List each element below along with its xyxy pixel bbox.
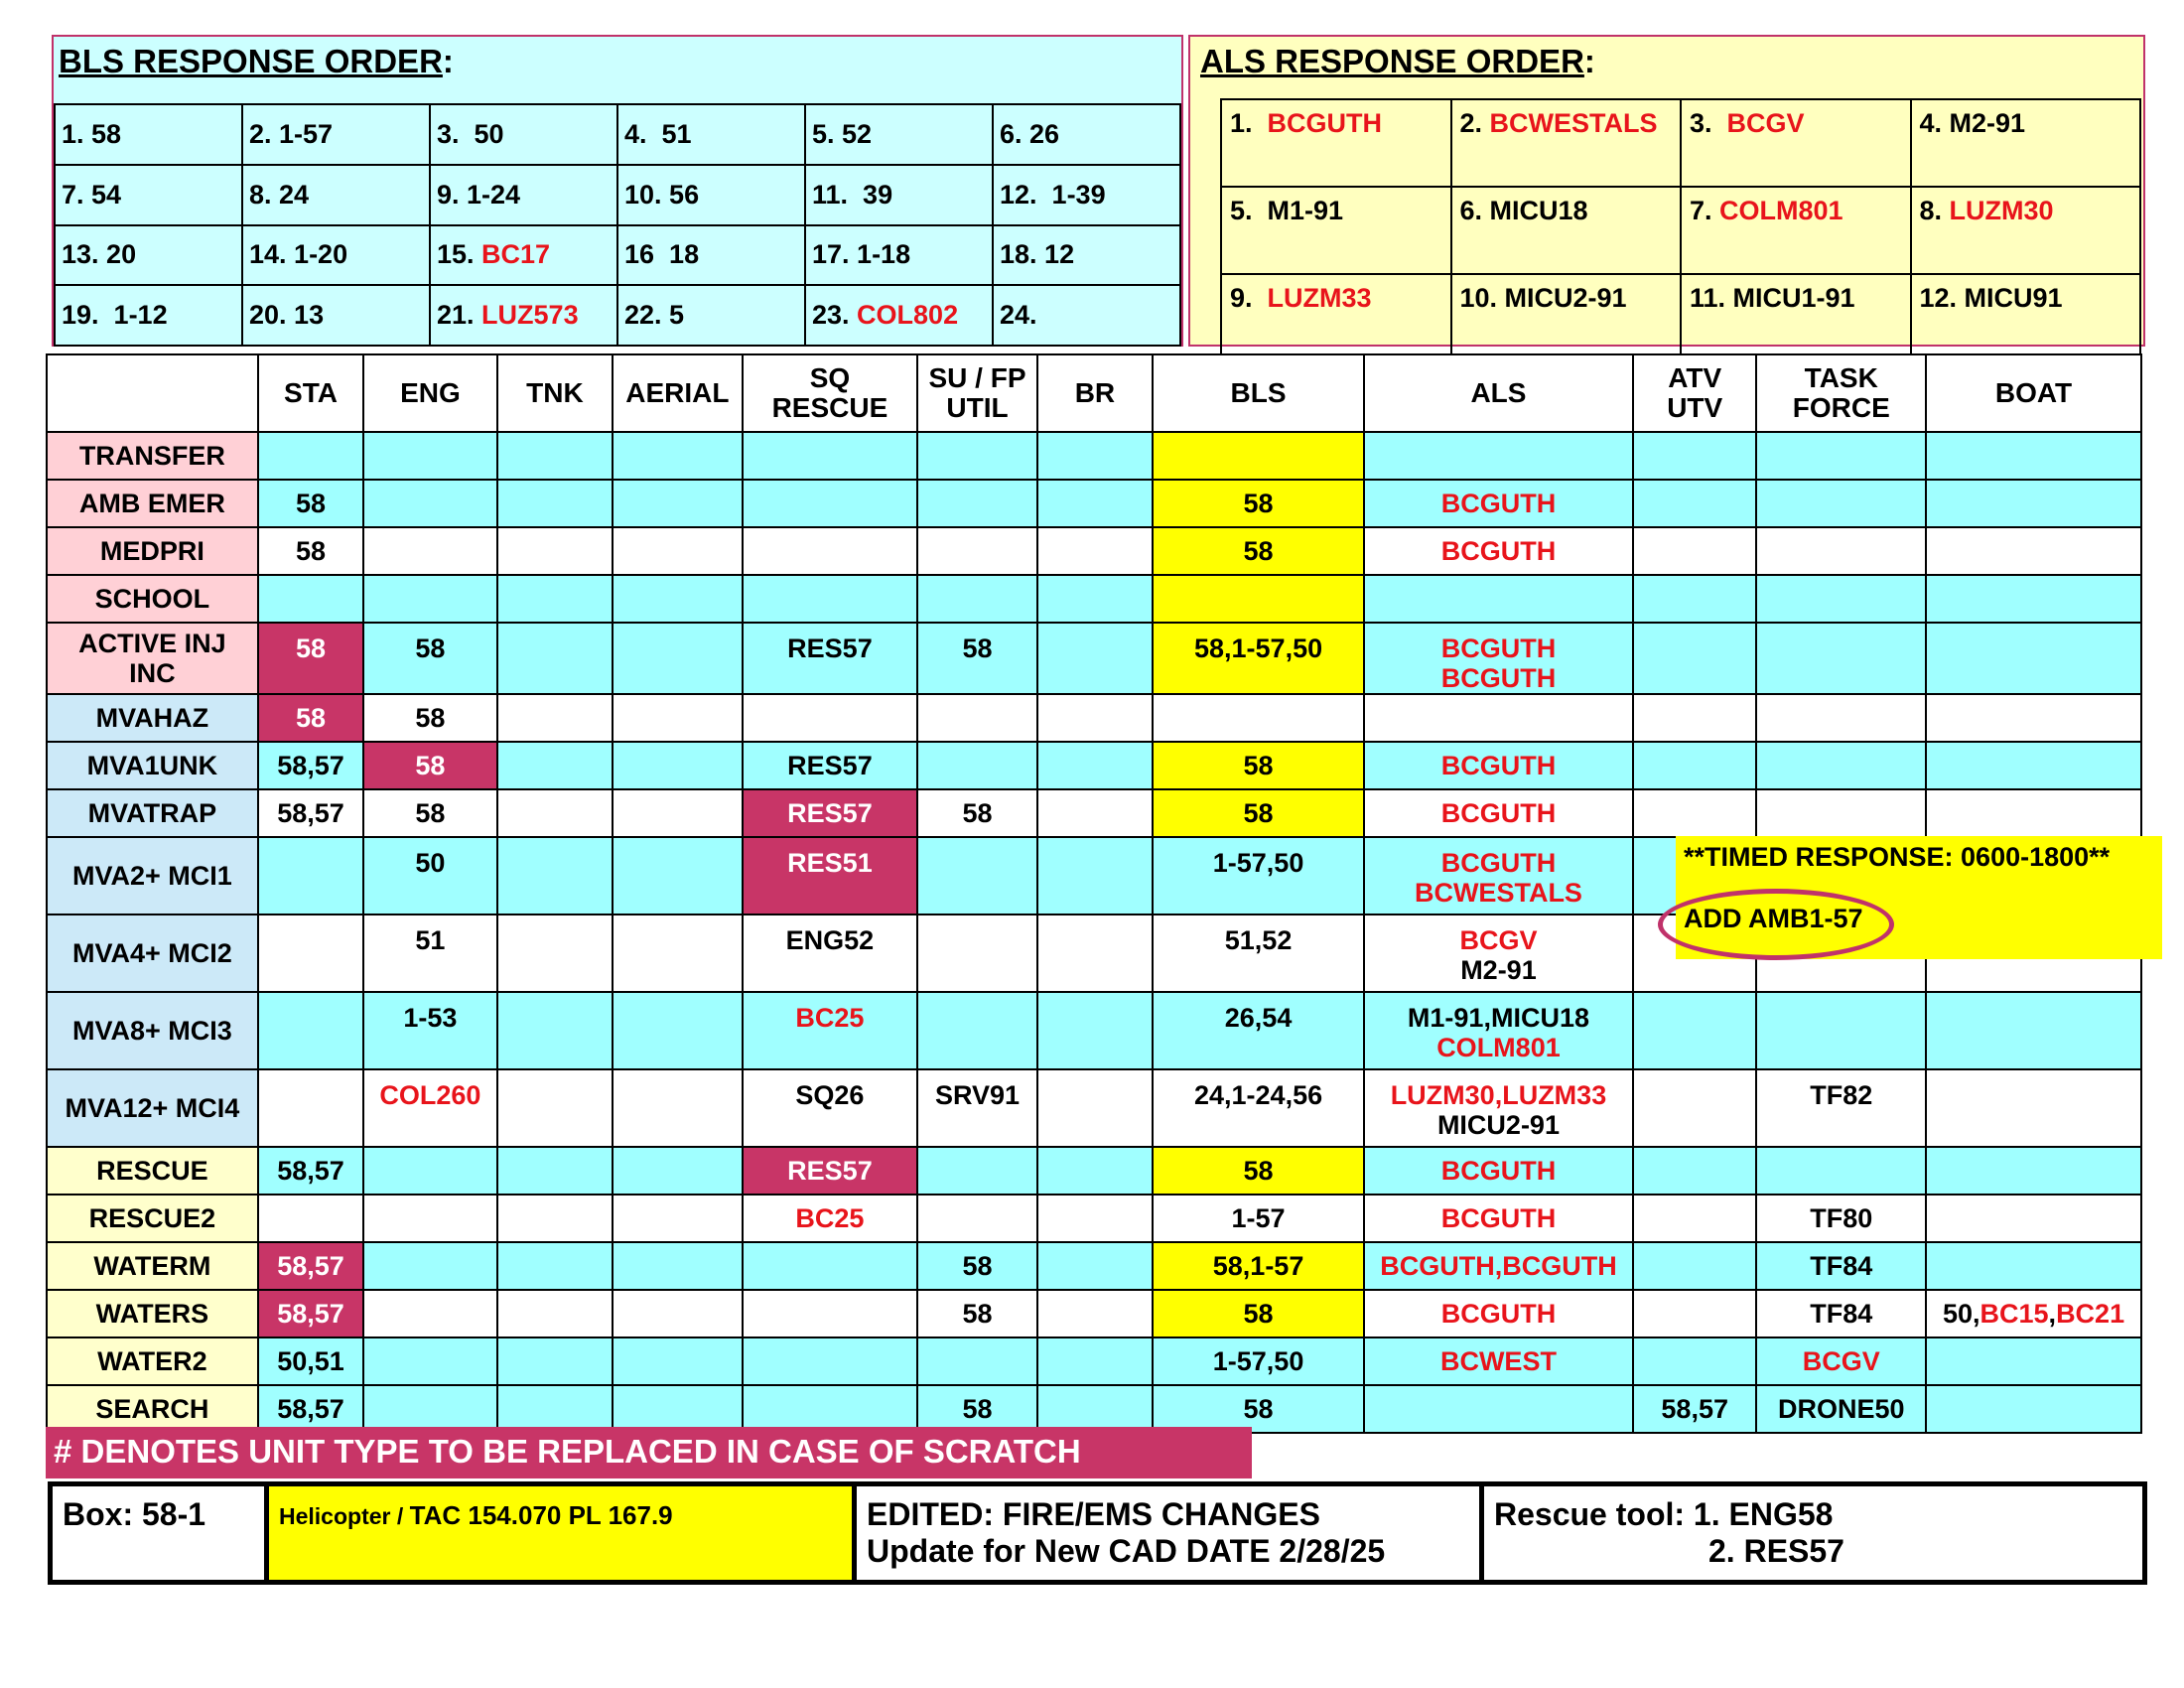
bls-order-cell: [805, 285, 993, 346]
grid-row-amb-emer: AMB EMER 58 58 BCGUTH: [47, 480, 2141, 527]
column-header: ATV UTV: [1633, 354, 1756, 432]
als-order-cell: [1911, 187, 2141, 274]
bls-order-cell: [55, 165, 242, 225]
order-number: 7.: [1690, 196, 1720, 225]
unit-id: LUZM33: [1267, 283, 1372, 313]
unit-id: MICU1-91: [1732, 283, 1855, 313]
order-number: 20.: [249, 300, 295, 331]
als-order-cell: [1911, 99, 2141, 187]
row-label: MEDPRI: [47, 527, 258, 575]
bls-order-cell: [242, 165, 430, 225]
bls-order-cell: [242, 225, 430, 286]
unit-id: LUZ573: [481, 300, 579, 331]
als-order-cell: [1451, 99, 1682, 187]
als-order-table: [1220, 98, 2141, 362]
bls-response-order: [52, 35, 1183, 347]
order-number: 24.: [1000, 300, 1037, 331]
als-order-cell: [1451, 274, 1682, 361]
bls-order-cell: [805, 165, 993, 225]
als-title: ALS RESPONSE ORDER:: [1200, 43, 1595, 79]
column-header: AERIAL: [613, 354, 742, 432]
row-label: MVAHAZ: [47, 694, 258, 742]
bls-title: BLS RESPONSE ORDER:: [59, 43, 454, 79]
column-header: [47, 354, 258, 432]
als-order-cell: [1681, 99, 1911, 187]
order-number: 8.: [1919, 196, 1950, 225]
grid-row-waters: WATERS 58,57 58 58 BCGUTH TF84 50,BC15,BC21: [47, 1290, 2141, 1337]
order-number: 11.: [812, 179, 864, 210]
bls-order-table: [54, 103, 1181, 347]
order-number: 11.: [1690, 283, 1733, 313]
order-number: 12.: [1919, 283, 1965, 313]
column-header: BR: [1037, 354, 1153, 432]
grid-row-mvatrap: MVATRAP 58,57 58 RES57 58 58 BCGUTH: [47, 789, 2141, 837]
unit-id: 5: [669, 300, 685, 331]
scratch-note-bar: # DENOTES UNIT TYPE TO BE REPLACED IN CASE OF SCRATCH: [46, 1427, 1252, 1478]
unit-id: BCGV: [1726, 108, 1805, 138]
bls-order-cell: [617, 165, 805, 225]
bls-order-cell: [55, 225, 242, 286]
bls-order-cell: [993, 104, 1180, 165]
unit-id: 13: [294, 300, 325, 331]
order-number: 6.: [1000, 118, 1030, 149]
unit-id: 51: [661, 118, 692, 149]
edited-info: EDITED: FIRE/EMS CHANGES Update for New CAD DATE 2/28/25: [855, 1484, 1482, 1583]
row-label: RESCUE: [47, 1147, 258, 1195]
order-number: 3.: [1690, 108, 1727, 138]
als-order-cell: [1221, 99, 1451, 187]
column-header: BOAT: [1926, 354, 2141, 432]
grid-row-mva4-mci2: MVA4+ MCI2 51 ENG52 51,52 BCGV M2-91: [47, 914, 2141, 992]
order-number: 10.: [1459, 283, 1505, 313]
order-number: 7.: [62, 179, 92, 210]
als-order-cell: [1681, 274, 1911, 361]
unit-id: M1-91: [1267, 196, 1344, 225]
order-number: 22.: [624, 300, 670, 331]
grid-row-rescue: RESCUE 58,57 RES57 58 BCGUTH: [47, 1147, 2141, 1195]
als-response-order: [1188, 35, 2145, 347]
unit-id: MICU18: [1489, 196, 1588, 225]
bls-order-cell: [242, 104, 430, 165]
als-order-cell: [1221, 187, 1451, 274]
row-label: ACTIVE INJ INC: [47, 623, 258, 694]
column-header: SQ RESCUE: [743, 354, 918, 432]
row-label: RESCUE2: [47, 1195, 258, 1242]
grid-row-medpri: MEDPRI 58 58 BCGUTH: [47, 527, 2141, 575]
row-label: SEARCH: [47, 1385, 258, 1433]
unit-id: BCWESTALS: [1489, 108, 1658, 138]
unit-id: 18: [669, 239, 700, 270]
bls-order-cell: [805, 225, 993, 286]
order-number: 2.: [249, 118, 280, 149]
row-label: AMB EMER: [47, 480, 258, 527]
helicopter-info: Helicopter / TAC 154.070 PL 167.9: [267, 1484, 855, 1583]
box-number: Box: 58-1: [51, 1484, 267, 1583]
unit-id: 12: [1044, 239, 1075, 270]
als-order-cell: [1451, 187, 1682, 274]
grid-row-mvahaz: MVAHAZ 58 58: [47, 694, 2141, 742]
unit-id: 1-18: [857, 239, 911, 270]
order-number: 9.: [1230, 283, 1268, 313]
grid-row-search: SEARCH 58,57 58 58 58,57 DRONE50: [47, 1385, 2141, 1433]
order-number: 15.: [437, 239, 482, 270]
order-number: 16: [624, 239, 670, 270]
bls-order-cell: [617, 104, 805, 165]
order-number: 4.: [1919, 108, 1950, 138]
order-number: 5.: [1230, 196, 1268, 225]
order-number: 12.: [1000, 179, 1052, 210]
column-header: BLS: [1153, 354, 1364, 432]
row-label: TRANSFER: [47, 432, 258, 480]
bls-order-cell: [55, 285, 242, 346]
order-number: 1.: [62, 118, 92, 149]
bls-order-cell: [993, 225, 1180, 286]
column-header: STA: [258, 354, 363, 432]
unit-id: 50: [474, 118, 504, 149]
bls-order-cell: [430, 225, 617, 286]
footer-info: [48, 1481, 2147, 1585]
unit-id: 26: [1029, 118, 1060, 149]
bls-order-cell: [430, 285, 617, 346]
row-label: MVA12+ MCI4: [47, 1069, 258, 1147]
row-label: WATERM: [47, 1242, 258, 1290]
unit-id: M2-91: [1949, 108, 2026, 138]
unit-id: 39: [863, 179, 893, 210]
order-number: 4.: [624, 118, 662, 149]
order-number: 10.: [624, 179, 670, 210]
unit-id: 1-20: [294, 239, 348, 270]
order-number: 1.: [1230, 108, 1268, 138]
order-number: 9.: [437, 179, 468, 210]
unit-id: 1-24: [467, 179, 521, 210]
row-label: WATERS: [47, 1290, 258, 1337]
unit-id: MICU91: [1964, 283, 2063, 313]
unit-id: 54: [91, 179, 122, 210]
unit-id: COLM801: [1719, 196, 1843, 225]
row-label: WATER2: [47, 1337, 258, 1385]
order-number: 23.: [812, 300, 858, 331]
bls-order-cell: [430, 165, 617, 225]
unit-id: 24: [279, 179, 310, 210]
grid-row-mva2-mci1: MVA2+ MCI1 50 RES51 1-57,50 BCGUTH BCWESTALS: [47, 837, 2141, 914]
order-number: 21.: [437, 300, 482, 331]
als-order-cell: [1681, 187, 1911, 274]
order-number: 6.: [1459, 196, 1490, 225]
bls-order-cell: [993, 165, 1180, 225]
grid-row-water2: WATER2 50,51 1-57,50 BCWEST BCGV: [47, 1337, 2141, 1385]
bls-order-cell: [805, 104, 993, 165]
unit-id: BCGUTH: [1267, 108, 1383, 138]
highlight-oval: [1658, 889, 1894, 960]
order-number: 3.: [437, 118, 475, 149]
order-number: 8.: [249, 179, 280, 210]
grid-row-transfer: [47, 432, 2141, 480]
row-label: MVA8+ MCI3: [47, 992, 258, 1069]
row-label: SCHOOL: [47, 575, 258, 623]
order-number: 13.: [62, 239, 107, 270]
unit-id: 20: [106, 239, 137, 270]
unit-id: BC17: [481, 239, 551, 270]
order-number: 2.: [1459, 108, 1490, 138]
grid-row-school: [47, 575, 2141, 623]
bls-order-cell: [617, 285, 805, 346]
als-order-cell: [1911, 274, 2141, 361]
order-number: 17.: [812, 239, 858, 270]
grid-row-mva1unk: MVA1UNK 58,57 58 RES57 58 BCGUTH: [47, 742, 2141, 789]
row-label: MVATRAP: [47, 789, 258, 837]
unit-id: MICU2-91: [1504, 283, 1627, 313]
bls-order-cell: [993, 285, 1180, 346]
bls-order-cell: [430, 104, 617, 165]
order-number: 5.: [812, 118, 843, 149]
bls-order-cell: [55, 104, 242, 165]
unit-id: LUZM30: [1949, 196, 2054, 225]
column-header: ALS: [1364, 354, 1633, 432]
grid-row-mva12-mci4: MVA12+ MCI4 COL260 SQ26 SRV91 24,1-24,56 LUZM30,LUZM33 MICU2-91 TF82: [47, 1069, 2141, 1147]
row-label: MVA1UNK: [47, 742, 258, 789]
column-header: TASK FORCE: [1756, 354, 1926, 432]
order-number: 14.: [249, 239, 295, 270]
rescue-tool-info: Rescue tool: 1. ENG58 2. RES57: [1482, 1484, 2145, 1583]
unit-id: 1-57: [279, 118, 334, 149]
grid-row-waterm: WATERM 58,57 58 58,1-57 BCGUTH,BCGUTH TF84: [47, 1242, 2141, 1290]
row-label: MVA2+ MCI1: [47, 837, 258, 914]
als-order-cell: [1221, 274, 1451, 361]
unit-id: 52: [842, 118, 873, 149]
unit-id: 1-12: [113, 300, 168, 331]
grid-row-mva8-mci3: MVA8+ MCI3 1-53 BC25 26,54 M1-91,MICU18 COLM801: [47, 992, 2141, 1069]
unit-id: 1-39: [1051, 179, 1106, 210]
column-header: TNK: [497, 354, 613, 432]
column-header: SU / FP UTIL: [917, 354, 1036, 432]
add-amb-text: ADD AMB1-57: [1684, 904, 1863, 933]
unit-id: 56: [669, 179, 700, 210]
timed-response-text: **TIMED RESPONSE: 0600-1800**: [1684, 842, 2111, 872]
unit-id: 58: [91, 118, 122, 149]
row-label: MVA4+ MCI2: [47, 914, 258, 992]
grid-row-active-inj: ACTIVE INJ INC 58 58 RES57 58 58,1-57,50 BCGUTH BCGUTH: [47, 623, 2141, 694]
unit-id: COL802: [857, 300, 959, 331]
order-number: 18.: [1000, 239, 1045, 270]
bls-order-cell: [617, 225, 805, 286]
order-number: 19.: [62, 300, 114, 331]
column-header: ENG: [363, 354, 497, 432]
grid-row-rescue2: RESCUE2 BC25 1-57 BCGUTH TF80: [47, 1195, 2141, 1242]
bls-order-cell: [242, 285, 430, 346]
